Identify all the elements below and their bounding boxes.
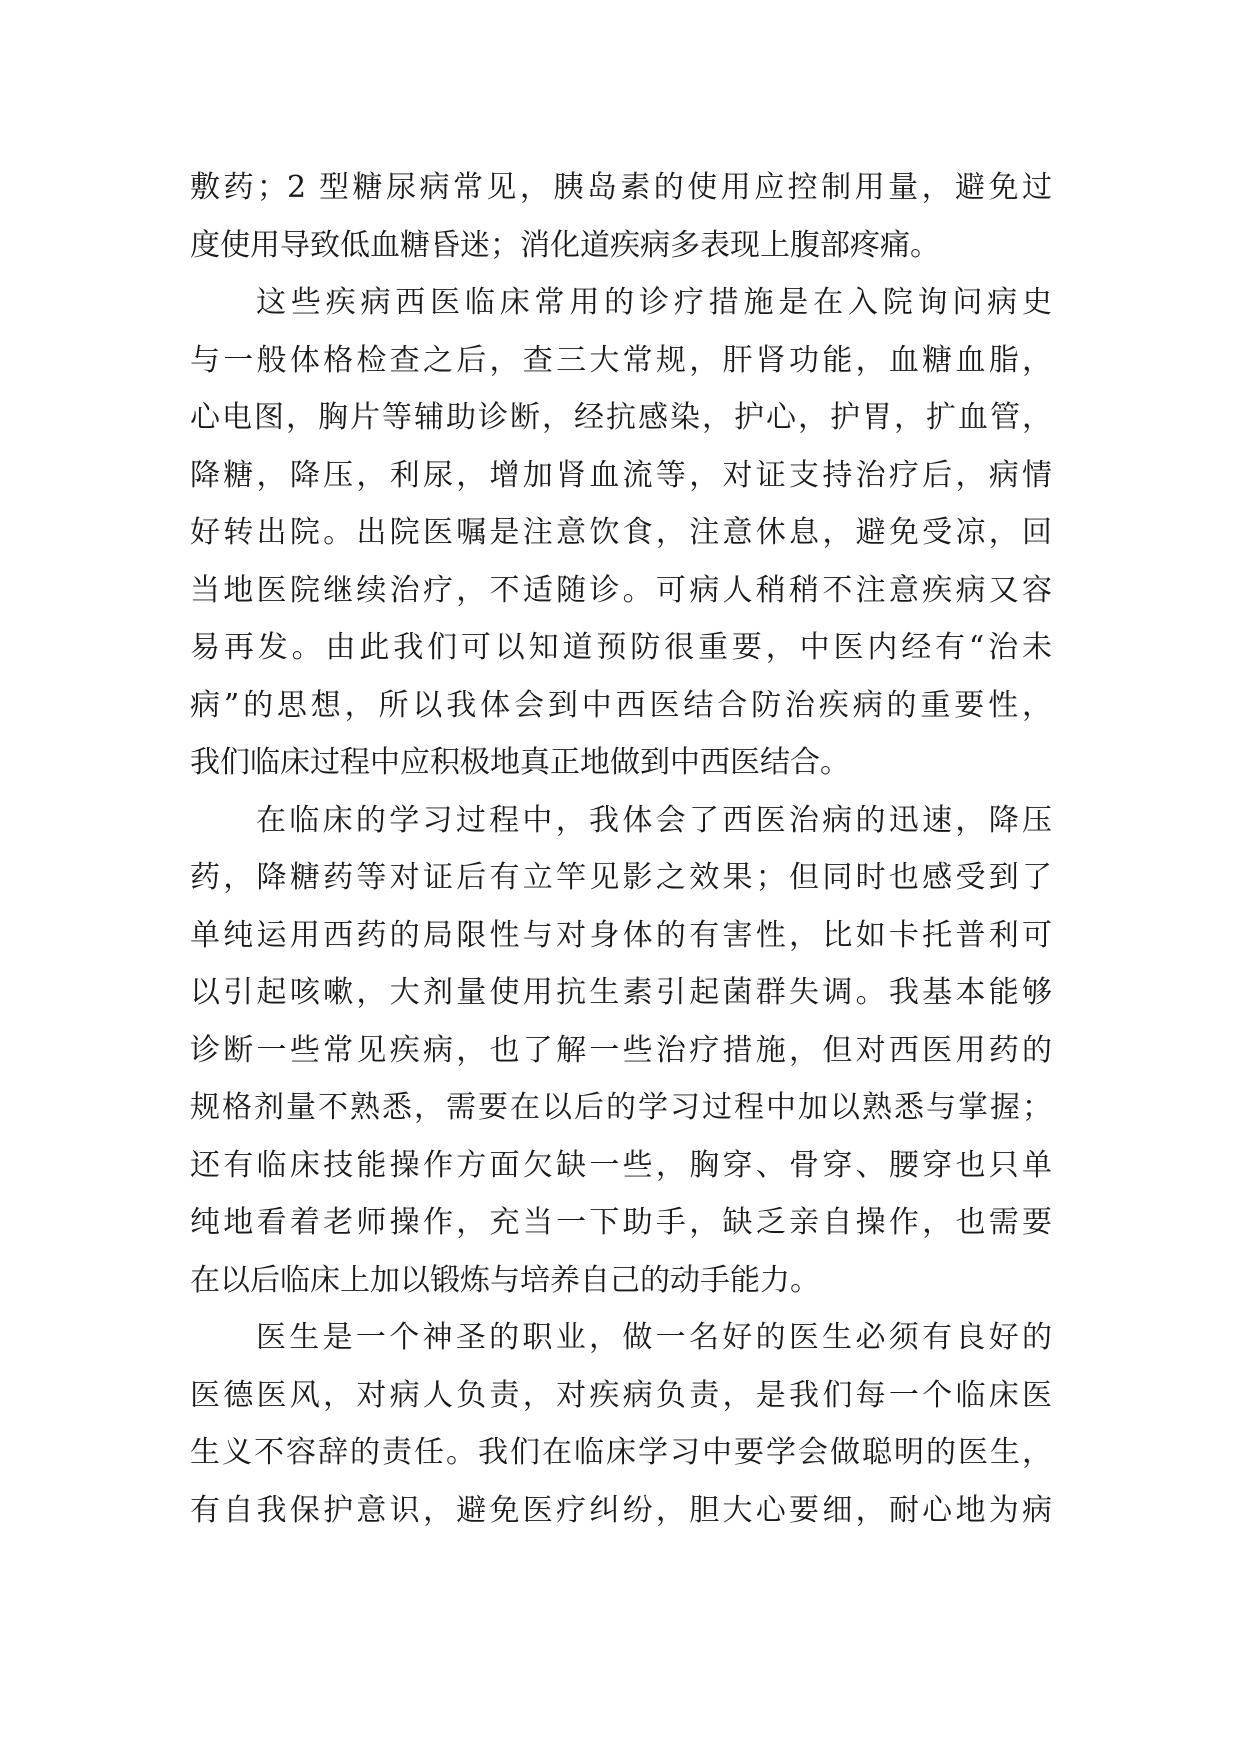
text-line: 有自我保护意识，避免医疗纠纷，胆大心要细，耐心地为病	[190, 1492, 1052, 1528]
text-line: 易再发。由此我们可以知道预防很重要，中医内经有“治未	[190, 630, 1052, 665]
text-line: 还有临床技能操作方面欠缺一些，胸穿、骨穿、腰穿也只单	[190, 1147, 1052, 1183]
text-line: 医生是一个神圣的职业，做一名好的医生必须有良好的	[256, 1320, 1052, 1355]
document-body	[190, 159, 1052, 1539]
text-line: 当地医院继续治疗，不适随诊。可病人稍稍不注意疾病又容	[190, 572, 1052, 608]
text-line: 在临床的学习过程中，我体会了西医治病的迅速，降压	[256, 802, 1052, 838]
text-line: 纯地看着老师操作，充当一下助手，缺乏亲自操作，也需要	[190, 1205, 1052, 1240]
text-line: 单纯运用西药的局限性与对身体的有害性，比如卡托普利可	[190, 917, 1052, 953]
text-line: 与一般体格检查之后，查三大常规，肝肾功能，血糖血脂，	[190, 342, 1052, 378]
text-line: 医德医风，对病人负责，对疾病负责，是我们每一个临床医	[190, 1377, 1052, 1413]
text-line: 我们临床过程中应积极地真正地做到中西医结合。	[190, 745, 850, 780]
text-line: 降糖，降压，利尿，增加肾血流等，对证支持治疗后，病情	[190, 457, 1052, 493]
text-line: 度使用导致低血糖昏迷；消化道疾病多表现上腹部疼痛。	[190, 227, 940, 263]
text-line: 在以后临床上加以锻炼与培养自己的动手能力。	[190, 1262, 820, 1298]
text-line: 生义不容辞的责任。我们在临床学习中要学会做聪明的医生，	[190, 1435, 1052, 1470]
text-line: 药，降糖药等对证后有立竿见影之效果；但同时也感受到了	[190, 860, 1052, 895]
text-line: 好转出院。出院医嘱是注意饮食，注意休息，避免受凉，回	[190, 515, 1052, 550]
text-line: 心电图，胸片等辅助诊断，经抗感染，护心，护胃，扩血管，	[190, 400, 1052, 435]
text-line: 敷药；2 型糖尿病常见，胰岛素的使用应控制用量，避免过	[190, 170, 1052, 205]
text-line: 病”的思想，所以我体会到中西医结合防治疾病的重要性，	[190, 687, 1052, 723]
text-line: 这些疾病西医临床常用的诊疗措施是在入院询问病史	[256, 285, 1052, 320]
text-line: 以引起咳嗽，大剂量使用抗生素引起菌群失调。我基本能够	[190, 975, 1052, 1010]
text-line: 诊断一些常见疾病，也了解一些治疗措施，但对西医用药的	[190, 1032, 1052, 1068]
text-line: 规格剂量不熟悉，需要在以后的学习过程中加以熟悉与掌握；	[190, 1090, 1052, 1125]
